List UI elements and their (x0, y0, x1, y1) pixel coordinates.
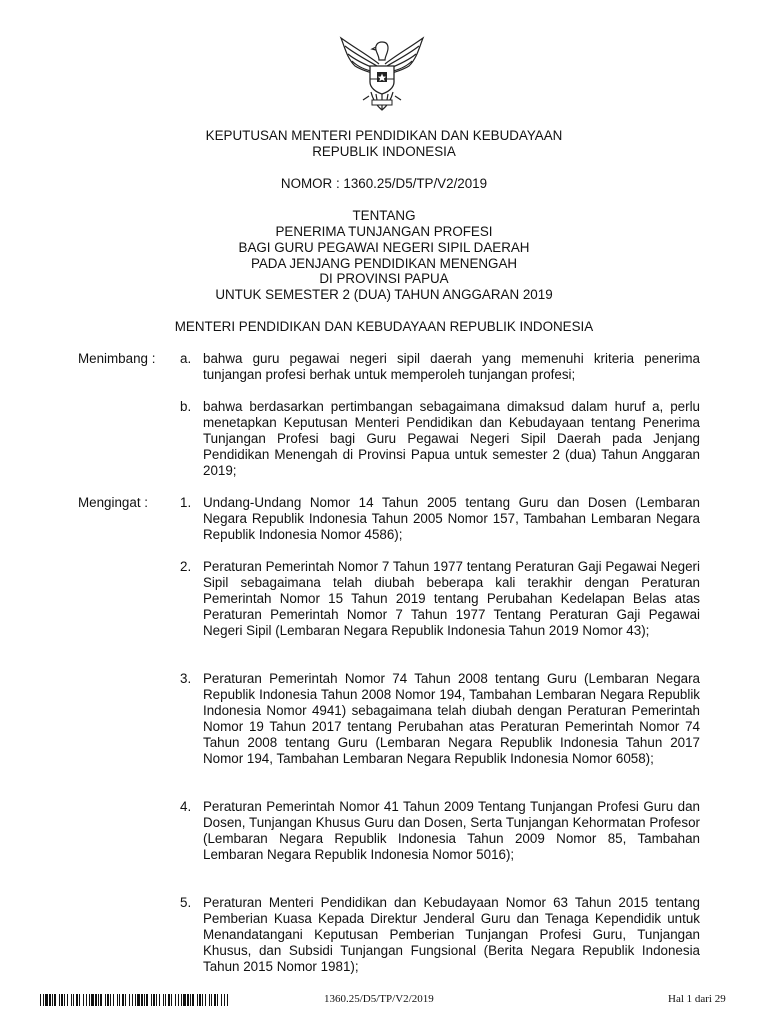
item-marker: 1. (180, 495, 192, 510)
mengingat-label: Mengingat : (78, 495, 148, 510)
subject-line-3: PADA JENJANG PENDIDIKAN MENENGAH (250, 256, 518, 271)
menimbang-item-b (180, 399, 700, 479)
item-text: Peraturan Menteri Pendidikan dan Kebudayaan Nomor 63 Tahun 2015 tentang Pemberian Kuasa Kepada Direktur Jenderal Guru dan Tenaga Kependidik untuk Menandatangani Keputusan Pemberian Tunjangan Profesi Guru, Tunjangan Khusus, dan Subsidi Tunjangan Fungsional (Berita Negara Republik Indonesia Tahun 2015 Nomor 1981); (203, 895, 700, 974)
item-text: bahwa berdasarkan pertimbangan sebagaimana dimaksud dalam huruf a, perlu menetapkan Keputusan Menteri Pendidikan dan Kebudayaan tentang Penerima Tunjangan Profesi bagi Guru Pegawai Negeri Sipil Daerah pada Jenjang Pendidikan Menengah di Provinsi Papua untuk semester 2 (dua) Tahun Anggaran 2019; (203, 399, 700, 478)
minister-heading: MENTERI PENDIDIKAN DAN KEBUDAYAAN REPUBLIK INDONESIA (174, 319, 594, 334)
subject-line-1: PENERIMA TUNJANGAN PROFESI (275, 224, 493, 239)
menimbang-label: Menimbang : (78, 351, 156, 366)
garuda-emblem-icon (333, 30, 431, 112)
mengingat-item-5 (180, 895, 700, 975)
subject-line-5: UNTUK SEMESTER 2 (DUA) TAHUN ANGGARAN 2019 (215, 287, 553, 302)
item-marker: a. (180, 351, 192, 366)
mengingat-item-1 (180, 495, 700, 543)
mengingat-item-4 (180, 799, 700, 863)
item-marker: 3. (180, 671, 192, 686)
subject-line-4: DI PROVINSI PAPUA (319, 271, 449, 286)
mengingat-item-2 (180, 559, 700, 639)
barcode-icon (40, 994, 228, 1006)
item-marker: 2. (180, 559, 192, 574)
decree-subtitle: REPUBLIK INDONESIA (312, 144, 456, 159)
subject-line-2: BAGI GURU PEGAWAI NEGERI SIPIL DAERAH (238, 240, 530, 255)
page-footer (0, 990, 768, 1010)
item-marker: 5. (180, 895, 192, 910)
item-text: Peraturan Pemerintah Nomor 41 Tahun 2009 Tentang Tunjangan Profesi Guru dan Dosen, Tunjangan Khusus Guru dan Dosen, Serta Tunjangan Kehormatan Profesor (Lembaran Negara Republik Indonesia Tahun 2009 Nomor 85, Tambahan Lembaran Negara Republik Indonesia Nomor 5016); (203, 799, 700, 862)
decree-number: NOMOR : 1360.25/D5/TP/V2/2019 (280, 176, 488, 191)
item-text: Peraturan Pemerintah Nomor 7 Tahun 1977 tentang Peraturan Gaji Pegawai Negeri Sipil sebagaimana telah diubah beberapa kali terakhir dengan Peraturan Pemerintah Nomor 15 Tahun 2019 tentang Perubahan Kedelapan Belas atas Peraturan Pemerintah Nomor 7 Tahun 1977 Tentang Peraturan Gaji Pegawai Negeri Sipil (Lembaran Negara Republik Indonesia Tahun 2019 Nomor 43); (203, 559, 700, 638)
item-marker: 4. (180, 799, 192, 814)
tentang-heading: TENTANG (352, 208, 416, 223)
footer-doc-number: 1360.25/D5/TP/V2/2019 (324, 993, 434, 1005)
decree-title: KEPUTUSAN MENTERI PENDIDIKAN DAN KEBUDAYAAN (205, 128, 563, 143)
item-text: Peraturan Pemerintah Nomor 74 Tahun 2008 tentang Guru (Lembaran Negara Republik Indonesia Tahun 2008 Nomor 194, Tambahan Lembaran Negara Republik Indonesia Nomor 4941) sebagaimana telah diubah dengan Peraturan Pemerintah Nomor 19 Tahun 2017 tentang Perubahan atas Peraturan Pemerintah Nomor 74 Tahun 2008 tentang Guru (Lembaran Negara Republik Indonesia Tahun 2017 Nomor 194, Tambahan Lembaran Negara Republik Indonesia Nomor 6058); (203, 671, 700, 766)
item-marker: b. (180, 399, 192, 414)
mengingat-item-3 (180, 671, 700, 767)
item-text: Undang-Undang Nomor 14 Tahun 2005 tentang Guru dan Dosen (Lembaran Negara Republik Indonesia Tahun 2005 Nomor 157, Tambahan Lembaran Negara Republik Indonesia Nomor 4586); (203, 495, 700, 542)
footer-page-number: Hal 1 dari 29 (668, 993, 726, 1005)
menimbang-item-a (180, 351, 700, 383)
item-text: bahwa guru pegawai negeri sipil daerah yang memenuhi kriteria penerima tunjangan profesi berhak untuk memperoleh tunjangan profesi; (203, 351, 700, 382)
